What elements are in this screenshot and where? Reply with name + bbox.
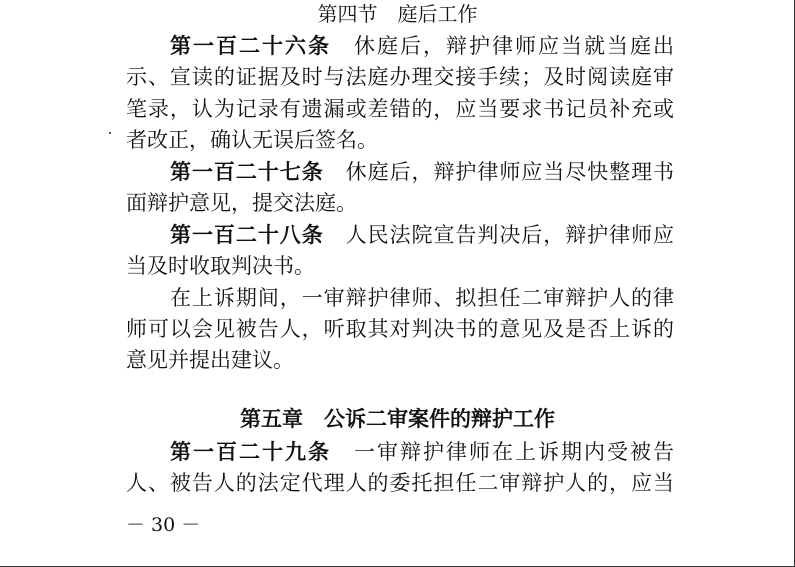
article-129-line-1 (126, 437, 674, 467)
article-128-line-2: 当及时收取判决书。 (126, 254, 315, 278)
page-number: － 30 － (126, 514, 201, 536)
appeal-paragraph-line-1: 在上诉期间，一审辩护律师、拟担任二审辩护人的律 (170, 286, 674, 310)
article-128-text-1: 人民法院宣告判决后，辩护律师应 (345, 223, 675, 247)
article-129-text-1: 一审辩护律师在上诉期内受被告 (354, 440, 674, 464)
article-126-line-2: 示、宣读的证据及时与法庭办理交接手续；及时阅读庭审 (126, 65, 674, 89)
article-126-line-4: 者改正，确认无误后签名。 (126, 128, 378, 152)
section-title: 第四节 庭后工作 (317, 2, 478, 26)
article-128-label: 第一百二十八条 (170, 223, 324, 247)
appeal-paragraph-line-3: 意见并提出建议。 (126, 348, 294, 372)
article-129-line-2: 人、被告人的法定代理人的委托担任二审辩护人的，应当 (126, 471, 674, 495)
article-126-label: 第一百二十六条 (170, 34, 331, 58)
article-127-line-2: 面辩护意见，提交法庭。 (126, 191, 357, 215)
article-126-text-1: 休庭后，辩护律师应当就当庭出 (354, 34, 674, 58)
article-129-label: 第一百二十九条 (170, 440, 331, 464)
article-128-line-1 (126, 220, 674, 250)
article-127-label: 第一百二十七条 (170, 160, 324, 184)
chapter-title: 第五章 公诉二审案件的辩护工作 (240, 407, 555, 431)
article-126-line-3: 笔录，认为记录有遗漏或差错的，应当要求书记员补充或 (126, 97, 674, 121)
article-127-text-1: 休庭后，辩护律师应当尽快整理书 (345, 160, 675, 184)
scan-speck (109, 132, 111, 134)
article-127-line-1 (126, 157, 674, 187)
appeal-paragraph-line-2: 师可以会见被告人，听取其对判决书的意见及是否上诉的 (126, 317, 674, 341)
article-126-line-1 (126, 31, 674, 61)
